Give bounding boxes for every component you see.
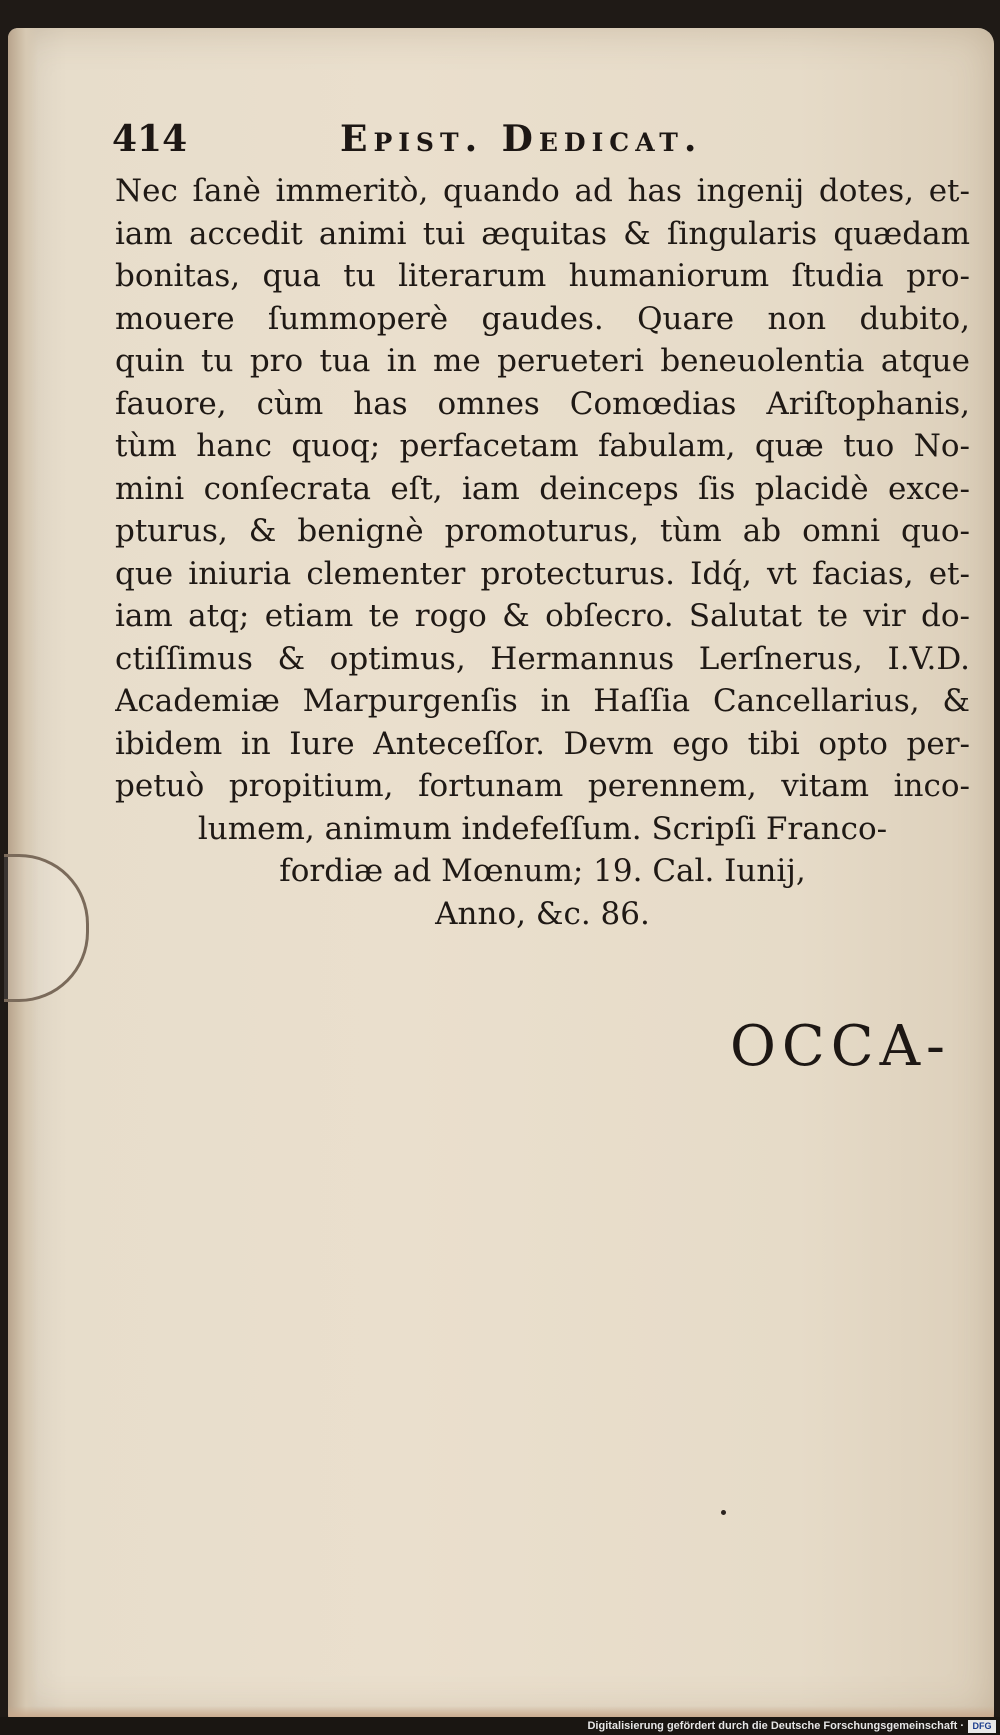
text-line: tùm hanc quoq; perfacetam fabulam, quæ tuo No- bbox=[115, 428, 970, 464]
text-line: quin tu pro tua in me perueteri beneuolentia atque bbox=[115, 343, 970, 379]
closing-line: lumem, animum indefeſſum. Scripſi Franco- bbox=[197, 810, 888, 847]
text-line: ibidem in Iure Anteceſſor. Devm ego tibi opto per- bbox=[115, 725, 970, 762]
dfg-logo: DFG bbox=[968, 1720, 996, 1733]
body-text bbox=[115, 170, 970, 935]
page-number: 414 bbox=[112, 118, 188, 160]
text-line: que iniuria clementer protecturus. Idq́, vt facias, et- bbox=[115, 555, 970, 592]
paper-clip-tab bbox=[4, 854, 89, 1002]
running-head: Epist. Dedicat. bbox=[340, 118, 703, 160]
page-header bbox=[112, 118, 962, 158]
closing-line: fordiæ ad Mœnum; 19. Cal. Iunij, bbox=[279, 853, 806, 889]
text-line: petuò propitium, fortunam perennem, vitam inco- bbox=[115, 768, 970, 804]
closing-line: Anno, &c. 86. bbox=[435, 895, 650, 932]
text-line: mini conſecrata eſt, iam deinceps ſis placidè exce- bbox=[115, 470, 970, 507]
catchword: OCCA- bbox=[730, 1014, 951, 1079]
footer-bar bbox=[0, 1717, 1000, 1735]
text-line: iam accedit animi tui æquitas & ſingularis quædam bbox=[115, 215, 970, 252]
text-line: Academiæ Marpurgenſis in Haſſia Cancellarius, & bbox=[115, 683, 970, 719]
text-line: fauore, cùm has omnes Comœdias Ariſtophanis, bbox=[115, 385, 970, 422]
text-line: ctiſſimus & optimus, Hermannus Lerſnerus, I.V.D. bbox=[115, 640, 970, 677]
text-line: Nec ſanè immeritò, quando ad has ingenij dotes, et- bbox=[115, 173, 970, 209]
text-line: bonitas, qua tu literarum humaniorum ſtudia pro- bbox=[115, 258, 970, 294]
text-line: mouere ſummoperè gaudes. Quare non dubito, bbox=[115, 300, 970, 337]
text-line: iam atq; etiam te rogo & obſecro. Salutat te vir do- bbox=[115, 598, 970, 634]
digitization-credit: Digitalisierung gefördert durch die Deutsche Forschungsgemeinschaft · bbox=[587, 1720, 964, 1732]
text-line: pturus, & benignè promoturus, tùm ab omni quo- bbox=[115, 513, 970, 549]
ink-dot bbox=[721, 1510, 726, 1515]
